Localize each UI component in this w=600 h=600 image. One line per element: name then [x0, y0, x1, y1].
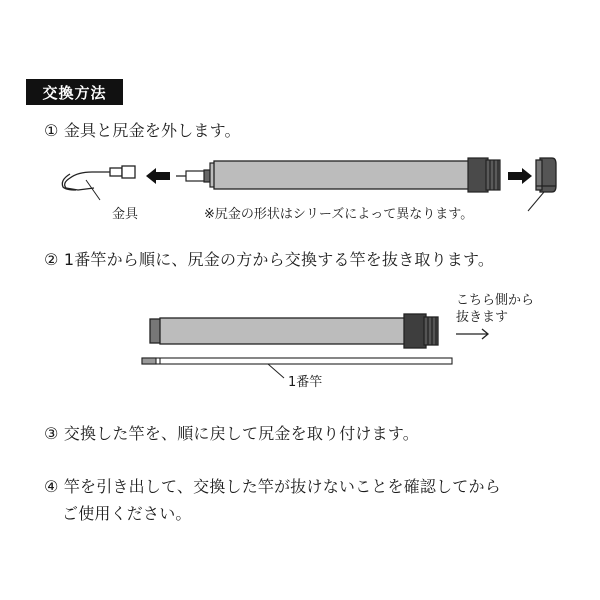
rod-section-1: [142, 358, 452, 364]
step-4-text-continued: ご使用ください。: [62, 504, 192, 523]
rod-1-label: 1番竿: [288, 375, 323, 390]
step-1-text: ① 金具と尻金を外します。: [44, 121, 241, 140]
pull-direction-arrow-icon: [456, 329, 488, 339]
fitting-label: 金具: [112, 207, 139, 222]
step-3-text: ③ 交換した竿を、順に戻して尻金を取り付けます。: [44, 424, 419, 443]
rod-assembly: [150, 314, 438, 348]
direction-label-line2: 抜きます: [456, 310, 509, 325]
step-4-text: ④ 竿を引き出して、交換した竿が抜けないことを確認してから: [44, 477, 501, 496]
step-2-text: ② 1番竿から順に、尻金の方から交換する竿を抜き取ります。: [44, 250, 495, 269]
section-title: 交換方法: [26, 79, 123, 105]
cap-note: ※尻金の形状はシリーズによって異なります。: [204, 207, 474, 222]
rod-label-pointer: [268, 364, 284, 378]
direction-label-line1: こちら側から: [456, 293, 535, 308]
